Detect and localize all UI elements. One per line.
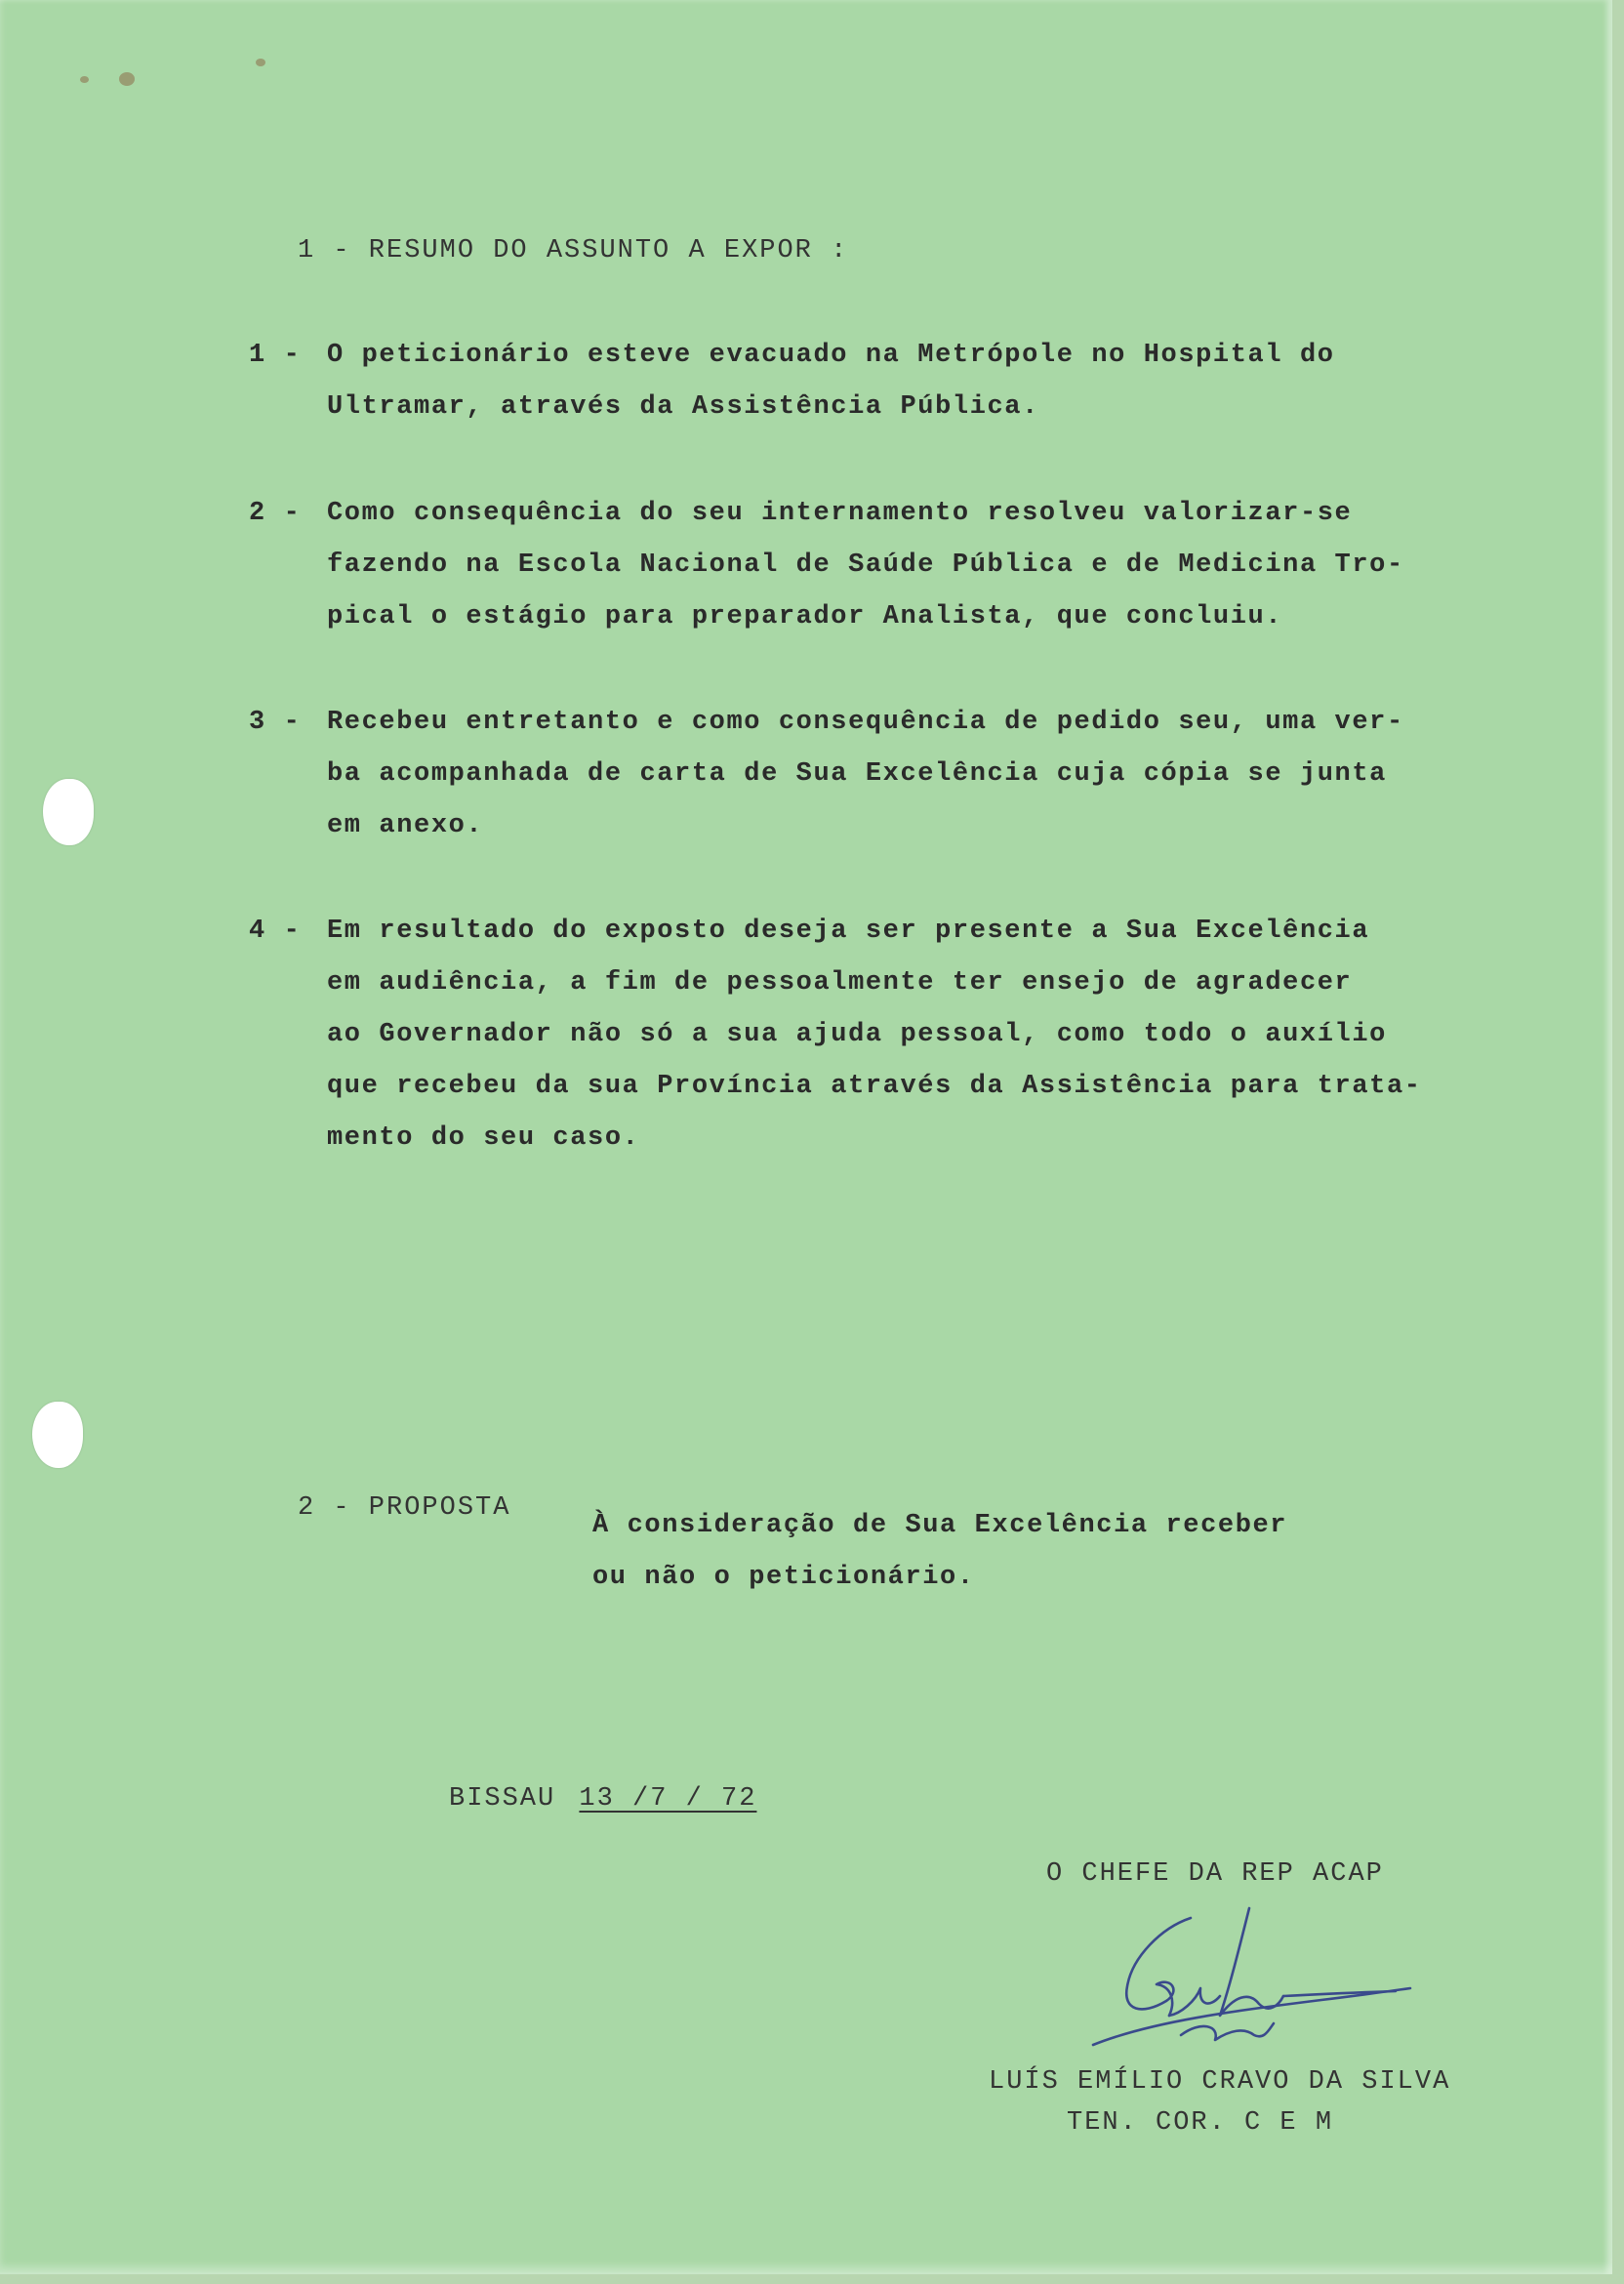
- proposal-heading: 2 - PROPOSTA: [298, 1493, 511, 1523]
- item-line: Recebeu entretanto e como consequência de pedido seu, uma ver-: [327, 708, 1404, 737]
- signatory-title: O CHEFE DA REP ACAP: [1046, 1859, 1384, 1889]
- date-line: [449, 1784, 756, 1814]
- rust-stain: [256, 59, 265, 66]
- item-line: O peticionário esteve evacuado na Metrópole no Hospital do: [327, 341, 1335, 370]
- item-line: Ultramar, através da Assistência Pública.: [327, 392, 1039, 422]
- section-1-heading: 1 - RESUMO DO ASSUNTO A EXPOR :: [298, 236, 849, 265]
- item-line: que recebeu da sua Província através da Assistência para trata-: [327, 1072, 1422, 1101]
- item-line: em audiência, a fim de pessoalmente ter ensejo de agradecer: [327, 968, 1353, 998]
- item-line: ba acompanhada de carta de Sua Excelência cuja cópia se junta: [327, 759, 1387, 789]
- rust-stain: [80, 76, 89, 83]
- item-line: em anexo.: [327, 811, 484, 840]
- signature-mark: [1074, 1898, 1425, 2069]
- date-value: 13 /7 / 72: [579, 1784, 757, 1814]
- punch-hole: [43, 779, 94, 845]
- item-line: Em resultado do exposto deseja ser presente a Sua Excelência: [327, 917, 1370, 946]
- rust-stain: [119, 72, 135, 86]
- punch-hole: [32, 1402, 83, 1468]
- date-place: BISSAU: [449, 1784, 556, 1814]
- item-number: 3 -: [249, 708, 302, 737]
- proposal-line: À consideração de Sua Excelência receber: [592, 1511, 1288, 1540]
- signatory-rank: TEN. COR. C E M: [1067, 2108, 1334, 2138]
- signatory-name: LUÍS EMÍLIO CRAVO DA SILVA: [989, 2067, 1451, 2097]
- item-line: pical o estágio para preparador Analista, que concluiu.: [327, 602, 1283, 632]
- item-line: fazendo na Escola Nacional de Saúde Pública e de Medicina Tro-: [327, 551, 1404, 580]
- proposal-text: [592, 1500, 1287, 1604]
- item-number: 4 -: [249, 917, 302, 946]
- item-number: 2 -: [249, 499, 302, 528]
- item-line: ao Governador não só a sua ajuda pessoal, como todo o auxílio: [327, 1020, 1387, 1049]
- item-line: mento do seu caso.: [327, 1123, 640, 1153]
- item-number: 1 -: [249, 341, 302, 370]
- item-line: Como consequência do seu internamento resolveu valorizar-se: [327, 499, 1353, 528]
- proposal-line: ou não o peticionário.: [592, 1563, 975, 1592]
